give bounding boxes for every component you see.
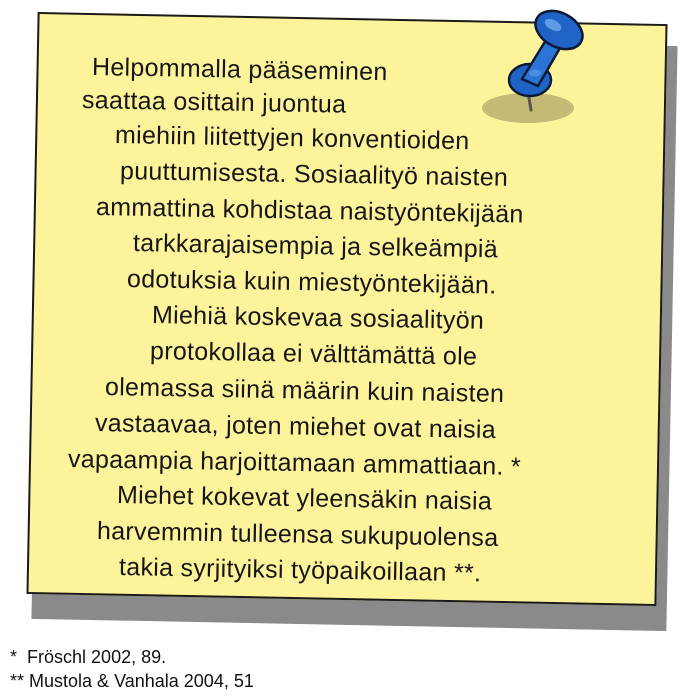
- note-line: Helpommalla pääseminen: [91, 53, 388, 87]
- note-line: puuttumisesta. Sosiaalityö naisten: [119, 157, 509, 192]
- note-line: odotuksia kuin miestyöntekijään.: [126, 265, 497, 300]
- note-line: saattaa osittain juontua: [81, 86, 347, 119]
- footnote-text: Fröschl 2002, 89.: [27, 647, 167, 667]
- note-line: protokollaa ei välttämättä ole: [149, 337, 478, 371]
- note-line: olemassa siinä määrin kuin naisten: [104, 373, 505, 408]
- footnote-2: [10, 669, 254, 693]
- note-line: miehiin liitettyjen konventioiden: [114, 121, 470, 156]
- note-line: ammattina kohdistaa naistyöntekijään: [95, 193, 524, 229]
- note-line: Miehiä koskevaa sosiaalityön: [151, 301, 485, 335]
- note-line: vastaavaa, joten miehet ovat naisia: [94, 409, 497, 444]
- footnote-1: [10, 645, 254, 669]
- footnote-text: Mustola & Vanhala 2004, 51: [29, 671, 254, 691]
- note-line: Miehet kokevat yleensäkin naisia: [116, 481, 493, 516]
- note-line: tarkkarajaisempia ja selkeämpiä: [132, 229, 499, 264]
- footnotes: [10, 645, 254, 693]
- footnote-marker: *: [10, 647, 18, 667]
- note-line: vapaampia harjoittamaan ammattiaan. *: [67, 445, 522, 481]
- note-line: harvemmin tulleensa sukupuolensa: [96, 517, 499, 553]
- footnote-marker: **: [10, 671, 25, 691]
- note-line: takia syrjityiksi työpaikoillaan **.: [118, 553, 482, 588]
